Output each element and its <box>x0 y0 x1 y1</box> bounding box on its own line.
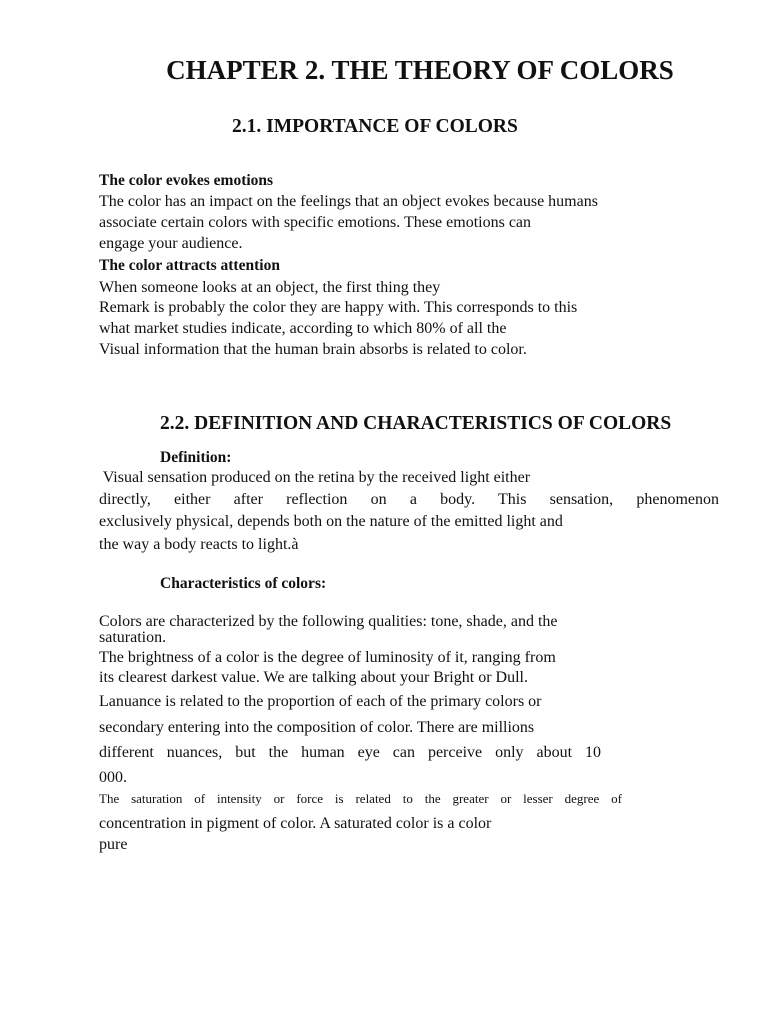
paragraph-line: Colors are characterized by the following qualities: tone, shade, and the <box>99 613 558 630</box>
paragraph-line: The brightness of a color is the degree of luminosity of it, ranging from <box>99 649 556 666</box>
paragraph-line: the way a body reacts to light.à <box>99 536 299 553</box>
paragraph-line: pure <box>99 836 128 853</box>
paragraph-line: Remark is probably the color they are happy with. This corresponds to this <box>99 299 578 316</box>
paragraph-line: The saturation of intensity or force is related to the greater or lesser degree of <box>99 791 622 806</box>
chapter-title: CHAPTER 2. THE THEORY OF COLORS <box>166 55 674 85</box>
subheading-definition: Definition: <box>160 449 232 466</box>
subheading-emotions: The color evokes emotions <box>99 172 274 189</box>
paragraph-line: Visual information that the human brain absorbs is related to color. <box>99 341 527 358</box>
subheading-characteristics: Characteristics of colors: <box>160 575 327 592</box>
paragraph-line: associate certain colors with specific emotions. These emotions can <box>99 214 532 231</box>
paragraph-line: 000. <box>99 769 127 786</box>
section-title-definition: 2.2. DEFINITION AND CHARACTERISTICS OF COLORS <box>160 413 672 434</box>
paragraph-line: engage your audience. <box>99 235 243 252</box>
paragraph-line: concentration in pigment of color. A saturated color is a color <box>99 815 492 832</box>
paragraph-line: its clearest darkest value. We are talking about your Bright or Dull. <box>99 669 528 686</box>
paragraph-line: exclusively physical, depends both on the nature of the emitted light and <box>99 513 563 530</box>
paragraph-line: directly, either after reflection on a body. This sensation, phenomenon <box>99 491 719 508</box>
paragraph-line: When someone looks at an object, the first thing they <box>99 279 441 296</box>
paragraph-line: The color has an impact on the feelings that an object evokes because humans <box>99 193 598 210</box>
paragraph-line: Visual sensation produced on the retina by the received light either <box>99 469 531 486</box>
paragraph-line: what market studies indicate, according to which 80% of all the <box>99 320 507 337</box>
section-title-importance: 2.1. IMPORTANCE OF COLORS <box>232 116 518 137</box>
paragraph-line: secondary entering into the composition of color. There are millions <box>99 719 535 736</box>
subheading-attention: The color attracts attention <box>99 257 280 274</box>
paragraph-line: saturation. <box>99 629 167 646</box>
paragraph-line: Lanuance is related to the proportion of each of the primary colors or <box>99 693 542 710</box>
paragraph-line: different nuances, but the human eye can perceive only about 10 <box>99 744 601 761</box>
